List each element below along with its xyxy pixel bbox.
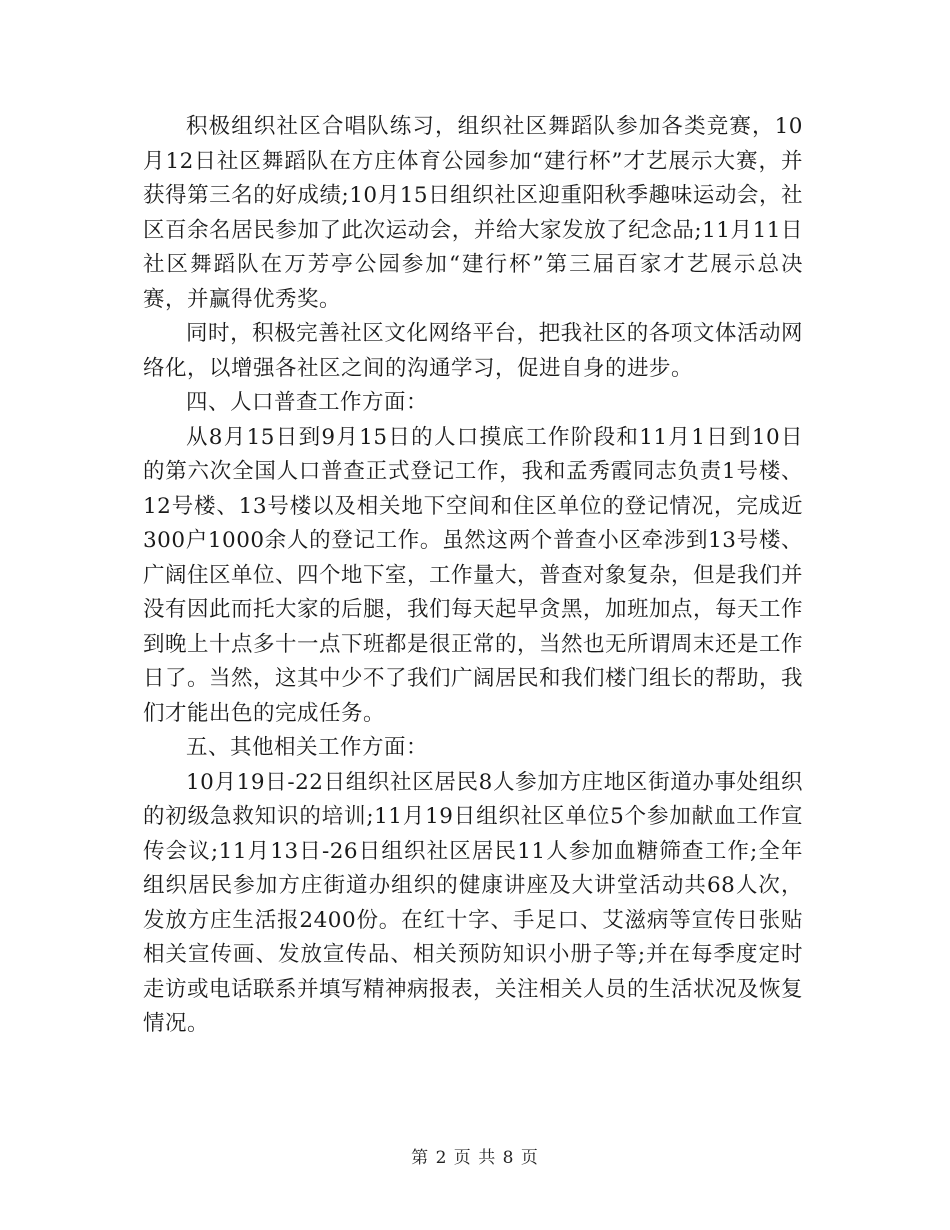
paragraph-census-work: 从8月15日到9月15日的人口摸底工作阶段和11月1日到10日的第六次全国人口普查正式登记工作，我和孟秀霞同志负责1号楼、12号楼、13号楼以及相关地下空间和住区单位的登记情况，完成近300户1000余人的登记工作。虽然这两个普查小区牵涉到13号楼、广阔住区单位、四个地下室，工作量大，普查对象复杂，但是我们并没有因此而托大家的后腿，我们每天起早贪黑，加班加点，每天工作到晚上十点多十一点下班都是很正常的，当然也无所谓周末还是工作日了。当然，这其中少不了我们广阔居民和我们楼门组长的帮助，我们才能出色的完成任务。 [143,424,804,726]
paragraph-other-work: 10月19日-22日组织社区居民8人参加方庄地区街道办事处组织的初级急救知识的培训;11月19日组织社区单位5个参加献血工作宣传会议;11月13日-26日组织社区居民11人参加血糖筛查工作;全年组织居民参加方庄街道办组织的健康讲座及大讲堂活动共68人次，发放方庄生活报2400份。在红十字、手足口、艾滋病等宣传日张贴相关宣传画、发放宣传品、相关预防知识小册子等;并在每季度定时走访或电话联系并填写精神病报表，关注相关人员的生活状况及恢复情况。 [143,769,804,1036]
paragraph-network-platform: 同时，积极完善社区文化网络平台，把我社区的各项文体活动网络化，以增强各社区之间的沟通学习，促进自身的进步。 [143,321,803,381]
document-body [143,110,803,1042]
paragraph-culture-activities: 积极组织社区合唱队练习，组织社区舞蹈队参加各类竞赛，10月12日社区舞蹈队在方庄体育公园参加“建行杯”才艺展示大赛，并获得第三名的好成绩;10月15日组织社区迎重阳秋季趣味运动会，社区百余名居民参加了此次运动会，并给大家发放了纪念品;11月11日社区舞蹈队在万芳亭公园参加“建行杯”第三届百家才艺展示总决赛，并赢得优秀奖。 [143,114,803,312]
section-heading-other-work: 五、其他相关工作方面： [186,735,429,760]
section-heading-census: 四、人口普查工作方面： [186,390,429,415]
page-number-footer: 第 2 页 共 8 页 [411,1148,539,1168]
